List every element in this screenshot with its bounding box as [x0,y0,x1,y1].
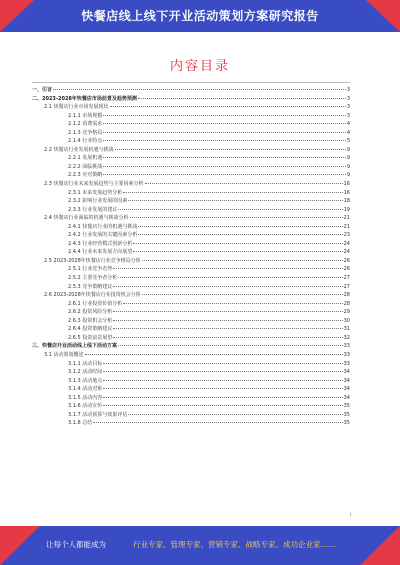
toc-entry-page: 34 [343,369,350,376]
toc-entry[interactable] [32,129,350,138]
toc-entry-label: 3.1 活动策划概述 [44,351,84,358]
toc-entry-page: 9 [346,146,350,153]
toc-leader-dots [145,183,343,184]
toc-leader-dots [113,311,342,312]
toc-leader-dots [113,268,342,269]
toc-entry[interactable] [32,300,350,309]
toc-entry[interactable] [32,385,350,394]
toc-leader-dots [103,115,346,116]
toc-entry-label: 2.4 快餐店行业面临的机遇与挑战分析 [44,215,129,222]
toc-leader-dots [118,209,342,210]
table-of-contents [32,86,350,428]
toc-entry-page: 3 [346,87,350,93]
page-number: 1 [349,512,352,517]
footer-left-accent [0,526,40,565]
toc-entry[interactable] [32,206,350,215]
toc-entry[interactable] [32,257,350,266]
toc-entry-page: 4 [346,121,350,128]
toc-entry[interactable] [32,248,350,257]
toc-divider [32,82,350,83]
toc-entry-label: 2.1.3 竞争格局 [68,129,103,136]
toc-entry[interactable] [32,120,350,129]
toc-entry[interactable] [32,360,350,369]
toc-leader-dots [123,303,342,304]
toc-entry-page: 5 [346,138,350,145]
toc-entry-page: 28 [343,300,350,307]
toc-entry[interactable] [32,189,350,198]
toc-entry-label: 三、快餐店开业活动线上线下活动方案 [32,343,118,350]
toc-leader-dots [103,166,346,167]
toc-entry[interactable] [32,180,350,189]
toc-entry[interactable] [32,291,350,300]
report-title: 快餐店线上线下开业活动策划方案研究报告 [81,9,319,23]
toc-entry-page: 3 [346,112,350,119]
toc-entry[interactable] [32,334,350,343]
toc-entry-page: 34 [343,394,350,401]
toc-entry-page: 16 [343,189,350,196]
toc-leader-dots [118,345,343,346]
toc-entry-label: 3.1.7 活动预算与效果评估 [68,411,128,418]
toc-entry[interactable] [32,154,350,163]
toc-entry-label: 3.1.8 总结 [68,420,93,427]
toc-entry-label: 二、2023-2028年快餐店市场前景及趋势预测 [32,95,137,102]
toc-entry[interactable] [32,214,350,223]
toc-entry-page: 32 [343,334,350,341]
toc-entry-label: 2.3.3 行业发展的建议 [68,206,118,213]
toc-entry-label: 2.3.2 影响行业发展的因素 [68,198,128,205]
toc-entry-page: 21 [343,223,350,230]
toc-entry-label: 2.6.4 投资策略建议 [68,326,113,333]
toc-entry[interactable] [32,137,350,146]
toc-entry-page: 4 [346,129,350,136]
toc-entry-label: 3.1.2 活动时间 [68,369,103,376]
header-banner [0,0,400,32]
toc-entry[interactable] [32,394,350,403]
toc-entry-page: 30 [343,317,350,324]
toc-entry-label: 3.1.6 活动宣传 [68,403,103,410]
toc-entry-page: 27 [343,283,350,290]
toc-entry-label: 2.4.2 行业发展的关键因素分析 [68,232,138,239]
toc-leader-dots [103,123,346,124]
toc-leader-dots [142,260,343,261]
toc-leader-dots [103,132,346,133]
toc-leader-dots [133,243,342,244]
toc-heading: 内容目录 [169,59,230,74]
toc-entry-page: 18 [343,198,350,205]
toc-entry[interactable] [32,265,350,274]
toc-leader-dots [53,89,346,90]
toc-entry[interactable] [32,342,350,351]
toc-entry-label: 3.1.5 活动内容 [68,394,103,401]
toc-leader-dots [85,354,343,355]
toc-entry-page: 29 [343,309,350,316]
toc-entry-page: 16 [343,181,350,188]
toc-entry[interactable] [32,223,350,232]
toc-entry[interactable] [32,112,350,121]
toc-entry-label: 2.6.1 行业投资价值分析 [68,300,123,307]
toc-entry[interactable] [32,402,350,411]
toc-leader-dots [123,192,342,193]
toc-entry-page: 34 [343,386,350,393]
toc-entry-page: 34 [343,377,350,384]
toc-leader-dots [93,422,342,423]
toc-entry-page: 9 [346,172,350,179]
toc-entry-label: 一、引言 [32,87,53,93]
toc-entry[interactable] [32,86,350,95]
toc-leader-dots [110,106,346,107]
toc-leader-dots [142,294,343,295]
toc-entry[interactable] [32,308,350,317]
toc-leader-dots [113,320,342,321]
toc-leader-dots [128,414,342,415]
toc-entry-page: 24 [343,240,350,247]
toc-entry-label: 2.1.4 行业特点 [68,138,103,145]
toc-entry-label: 2.5 2023-2028年快餐店行业竞争格局分析 [44,257,141,264]
toc-entry-page: 26 [343,266,350,273]
toc-leader-dots [103,397,342,398]
toc-entry-label: 2.1 快餐店行业市场发展现状 [44,104,109,111]
toc-entry[interactable] [32,240,350,249]
toc-entry-page: 28 [343,292,350,299]
toc-entry[interactable] [32,325,350,334]
toc-entry-page: 35 [343,411,350,418]
toc-entry[interactable] [32,283,350,292]
toc-entry[interactable] [32,146,350,155]
toc-leader-dots [138,226,342,227]
toc-entry-page: 21 [343,215,350,222]
toc-entry-label: 2.2.2 面临挑战 [68,163,103,170]
toc-leader-dots [130,217,343,218]
toc-entry-label: 3.1.3 活动地点 [68,377,103,384]
toc-leader-dots [103,388,342,389]
toc-entry-label: 2.1.2 消费需求 [68,121,103,128]
toc-leader-dots [128,200,342,201]
toc-entry-page: 19 [343,206,350,213]
toc-entry-page: 33 [343,343,350,350]
toc-entry[interactable] [32,103,350,112]
toc-entry-label: 2.3 快餐店行业未来发展趋势与主要因素分析 [44,181,144,188]
toc-entry-label: 2.5.3 竞争策略建议 [68,283,113,290]
toc-leader-dots [103,174,346,175]
toc-leader-dots [103,380,342,381]
toc-entry-label: 2.6.5 投资前景展望 [68,334,113,341]
toc-entry-page: 9 [346,163,350,170]
toc-entry[interactable] [32,419,350,428]
footer-right-accent [360,526,400,565]
toc-entry[interactable] [32,377,350,386]
toc-leader-dots [103,405,342,406]
toc-entry[interactable] [32,351,350,360]
toc-entry[interactable] [32,368,350,377]
toc-entry-page: 35 [343,420,350,427]
toc-entry-label: 2.5.2 主要竞争者分析 [68,275,118,282]
toc-entry-label: 2.2.3 应对策略 [68,172,103,179]
toc-entry-label: 2.1.1 市场规模 [68,112,103,119]
toc-leader-dots [113,337,342,338]
toc-entry[interactable] [32,197,350,206]
toc-entry-page: 3 [346,95,350,102]
toc-entry-label: 2.2 快餐店行业发展机遇与挑战 [44,146,114,153]
footer-banner [0,526,400,565]
toc-entry[interactable] [32,274,350,283]
toc-entry-label: 2.6.2 投资风险分析 [68,309,113,316]
toc-entry[interactable] [32,171,350,180]
toc-entry-page: 26 [343,257,350,264]
toc-entry-label: 2.6 2023-2028年快餐店行业投资机会分析 [44,292,141,299]
toc-entry-page: 33 [343,351,350,358]
toc-entry-label: 2.6.3 投资机会分析 [68,317,113,324]
footer-roles: 行业专家、管理专家、营销专家、战略专家、成功企业家…… [133,540,336,549]
toc-entry-label: 2.5.1 行业竞争态势 [68,266,113,273]
toc-entry[interactable] [32,95,350,104]
toc-entry-page: 9 [346,155,350,162]
toc-entry-page: 33 [343,360,350,367]
toc-entry-label: 2.3.1 未来发展趋势分析 [68,189,123,196]
toc-entry[interactable] [32,163,350,172]
toc-entry-label: 2.4.1 快餐店行业的机遇与挑战 [68,223,138,230]
toc-entry-label: 3.1.4 活动对象 [68,386,103,393]
toc-leader-dots [138,234,342,235]
toc-entry-label: 3.1.1 活动目标 [68,360,103,367]
toc-leader-dots [103,140,346,141]
toc-entry[interactable] [32,231,350,240]
toc-entry[interactable] [32,411,350,420]
toc-leader-dots [138,98,346,99]
toc-entry-label: 2.4.3 行业经营模式创新分析 [68,240,133,247]
toc-leader-dots [103,371,342,372]
toc-leader-dots [113,286,342,287]
toc-leader-dots [103,157,346,158]
toc-entry-page: 24 [343,249,350,256]
toc-entry-label: 2.4.4 行业未来发展方向展望 [68,249,133,256]
footer-slogan: 让每个人都能成为 [46,540,106,549]
toc-entry-page: 35 [343,403,350,410]
toc-entry-label: 2.2.1 发展机遇 [68,155,103,162]
toc-entry-page: 3 [346,104,350,111]
toc-leader-dots [118,277,342,278]
toc-entry[interactable] [32,317,350,326]
toc-entry-page: 31 [343,326,350,333]
toc-leader-dots [113,328,342,329]
toc-leader-dots [115,149,346,150]
toc-entry-page: 23 [343,232,350,239]
toc-entry-page: 27 [343,275,350,282]
toc-leader-dots [133,251,342,252]
toc-leader-dots [103,363,342,364]
